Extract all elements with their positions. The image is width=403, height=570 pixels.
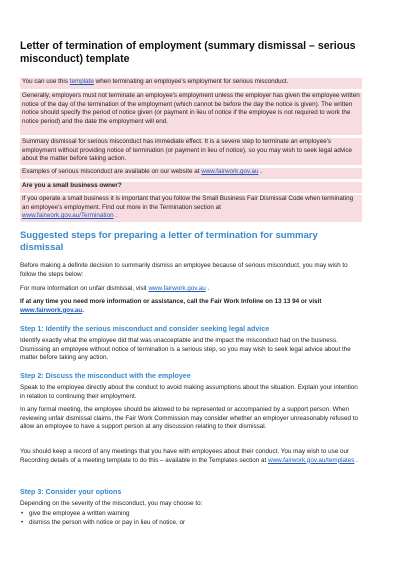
step2-heading: Step 2: Discuss the misconduct with the employee xyxy=(20,372,191,380)
step1-heading: Step 1: Identify the serious misconduct and consider seeking legal advice xyxy=(20,325,270,333)
examples-box xyxy=(20,168,362,179)
step2-paragraph-1: Speak to the employee directly about the conduct to avoid making assumptions about the situation. Explain your intention in relation to continuing their employment. xyxy=(20,384,358,400)
document-title: Letter of termination of employment (summary dismissal – serious misconduct) template xyxy=(20,40,356,65)
template-link[interactable]: template xyxy=(69,78,94,85)
list-item: • give the employee a written warning xyxy=(20,510,362,519)
before-paragraph: Before making a definite decision to summarily dismiss an employee because of serious misconduct, you may wish to follow the steps below: xyxy=(20,262,348,278)
examples-text: Examples of serious misconduct are available on our website at xyxy=(22,168,202,175)
step2-paragraph-2: In any formal meeting, the employee should be allowed to be represented or accompanied by a support person. When reviewing unfair dismissal claims, the Fair Work Commission may consider whether an employer unreasonably refused to allow an employee to have a support person at any discussion relating to their dismissal. xyxy=(20,406,358,431)
step2-p3-text-end: . xyxy=(354,456,358,464)
step3-intro: Depending on the severity of the misconduct, you may choose to: xyxy=(20,500,203,507)
templates-link[interactable]: www.fairwork.gov.au/templates xyxy=(268,456,355,464)
intro-box xyxy=(20,78,362,89)
unfair-dismissal-paragraph xyxy=(20,285,362,294)
infoline-text: If at any time you need more information or assistance, call the Fair Work Infoline on 13 13 94 or visit xyxy=(20,298,322,305)
list-item: • dismiss the person with notice or pay in lieu of notice, or xyxy=(20,519,362,528)
examples-text-end: . xyxy=(258,168,262,175)
examples-link[interactable]: www.fairwork.gov.au xyxy=(201,168,259,175)
small-business-box xyxy=(20,195,362,222)
step1-body: Identify exactly what the employee did that was unacceptable and the impact the misconduct had on the business. Dismissing an employee without notice of termination is a serious step, so you may wish to seek legal advice about the matter before taking any action. xyxy=(20,337,351,362)
step2-paragraph-3 xyxy=(20,448,362,465)
unfair-dismissal-link[interactable]: www.fairwork.gov.au xyxy=(148,285,206,292)
steps-heading: Suggested steps for preparing a letter of termination for summary dismissal xyxy=(20,230,318,253)
infoline-paragraph xyxy=(20,298,362,315)
termination-link[interactable]: www.fairwork.gov.au/Termination xyxy=(22,212,114,220)
intro-text-end: when terminating an employee's employment for serious misconduct. xyxy=(93,78,289,85)
infoline-link[interactable]: www.fairwork.gov.au xyxy=(20,306,83,314)
step3-options xyxy=(20,510,362,527)
summary-box: Summary dismissal for serious misconduct has immediate effect. It is a severe step to terminate an employee's employment without providing notice of termination (or payment in lieu of notice), so you may wish to seek legal advice about the matter before taking action. xyxy=(20,138,362,165)
infoline-text-end: . xyxy=(82,306,85,314)
general-box: Generally, employers must not terminate an employee's employment unless the employer has given the employee written notice of the day of the termination of the employment (which cannot be before the day the notice is given). The written notice should specify the period of notice given (or payment in lieu of notice if the employee is not required to work the notice period) and the date the employment will end. xyxy=(20,92,362,135)
step2-p3-text: You should keep a record of any meetings that you have with employees about their conduct. You may wish to use our Recording details of a meeting template to do this – available in the Templates section at xyxy=(20,448,350,464)
intro-text: You can use this xyxy=(22,78,70,85)
step3-heading: Step 3: Consider your options xyxy=(20,488,122,496)
small-business-question: Are you a small business owner? xyxy=(20,182,362,193)
unfair-text-end: . xyxy=(205,285,210,292)
small-business-text-end: . xyxy=(113,212,118,220)
unfair-text: For more information on unfair dismissal, visit xyxy=(20,285,149,292)
small-business-text: If you operate a small business it is important that you follow the Small Business Fair Dismissal Code when terminating an employee's employment. Find out more in the Termination section at xyxy=(22,195,354,211)
